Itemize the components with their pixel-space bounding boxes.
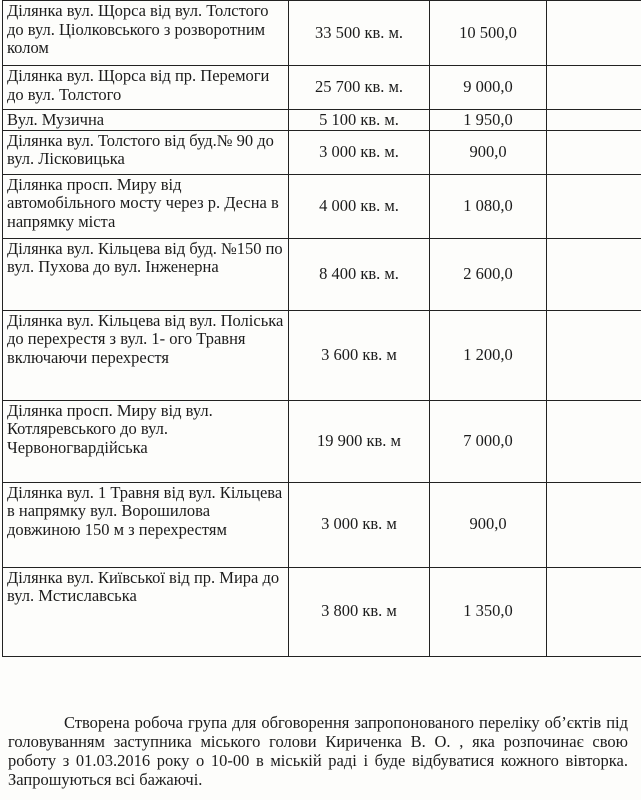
note-cell — [547, 174, 641, 238]
location-cell: Ділянка вул. Київської від пр. Мира до вул. Мстиславська — [3, 567, 289, 656]
note-cell — [547, 66, 641, 110]
table-row — [3, 1, 641, 66]
location-cell: Ділянка вул. Кільцева від буд. №150 по вул. Пухова до вул. Інженерна — [3, 238, 289, 310]
table-row — [3, 310, 641, 400]
area-cell: 4 000 кв. м. — [289, 174, 430, 238]
amount-cell: 1 950,0 — [430, 110, 547, 131]
amount-cell: 900,0 — [430, 130, 547, 174]
amount-cell: 2 600,0 — [430, 238, 547, 310]
location-cell: Ділянка вул. Кільцева від вул. Поліська до перехрестя з вул. 1- ого Травня включаючи перехрестя — [3, 310, 289, 400]
amount-cell: 7 000,0 — [430, 400, 547, 482]
note-cell — [547, 130, 641, 174]
works-table-body — [3, 1, 641, 657]
area-cell: 8 400 кв. м. — [289, 238, 430, 310]
location-cell: Ділянка вул. 1 Травня від вул. Кільцева в напрямку вул. Ворошилова довжиною 150 м з перехрестям — [3, 482, 289, 567]
note-cell — [547, 1, 641, 66]
area-cell: 19 900 кв. м — [289, 400, 430, 482]
location-cell: Ділянка вул. Щорса від вул. Толстого до вул. Ціолковського з розворотним колом — [3, 1, 289, 66]
area-cell: 3 000 кв. м — [289, 482, 430, 567]
note-cell — [547, 400, 641, 482]
location-cell: Ділянка просп. Миру від автомобільного мосту через р. Десна в напрямку міста — [3, 174, 289, 238]
area-cell: 25 700 кв. м. — [289, 66, 430, 110]
area-cell: 3 600 кв. м — [289, 310, 430, 400]
table-row — [3, 567, 641, 656]
amount-cell: 1 200,0 — [430, 310, 547, 400]
note-cell — [547, 238, 641, 310]
table-row — [3, 130, 641, 174]
location-cell: Вул. Музична — [3, 110, 289, 131]
table-row — [3, 482, 641, 567]
working-group-paragraph: Створена робоча група для обговорення запропонованого переліку об’єктів під головуванням заступника міського голови Кириченка В. О. , яка розпочинає свою роботу з 01.03.2016 року о 10-00 в міській раді і буде відбуватися кожного вівторка. Запрошуються всі бажаючі. — [8, 713, 628, 789]
amount-cell: 10 500,0 — [430, 1, 547, 66]
amount-cell: 1 350,0 — [430, 567, 547, 656]
note-cell — [547, 310, 641, 400]
area-cell: 3 800 кв. м — [289, 567, 430, 656]
table-row — [3, 174, 641, 238]
table-row — [3, 66, 641, 110]
table-row — [3, 238, 641, 310]
works-table — [2, 0, 641, 657]
table-row — [3, 110, 641, 131]
table-row — [3, 400, 641, 482]
amount-cell: 900,0 — [430, 482, 547, 567]
note-cell — [547, 567, 641, 656]
note-cell — [547, 482, 641, 567]
location-cell: Ділянка вул. Щорса від пр. Перемоги до вул. Толстого — [3, 66, 289, 110]
location-cell: Ділянка вул. Толстого від буд.№ 90 до вул. Лісковицька — [3, 130, 289, 174]
amount-cell: 9 000,0 — [430, 66, 547, 110]
area-cell: 3 000 кв. м. — [289, 130, 430, 174]
amount-cell: 1 080,0 — [430, 174, 547, 238]
area-cell: 33 500 кв. м. — [289, 1, 430, 66]
note-cell — [547, 110, 641, 131]
location-cell: Ділянка просп. Миру від вул. Котляревського до вул. Червоногвардійська — [3, 400, 289, 482]
area-cell: 5 100 кв. м. — [289, 110, 430, 131]
